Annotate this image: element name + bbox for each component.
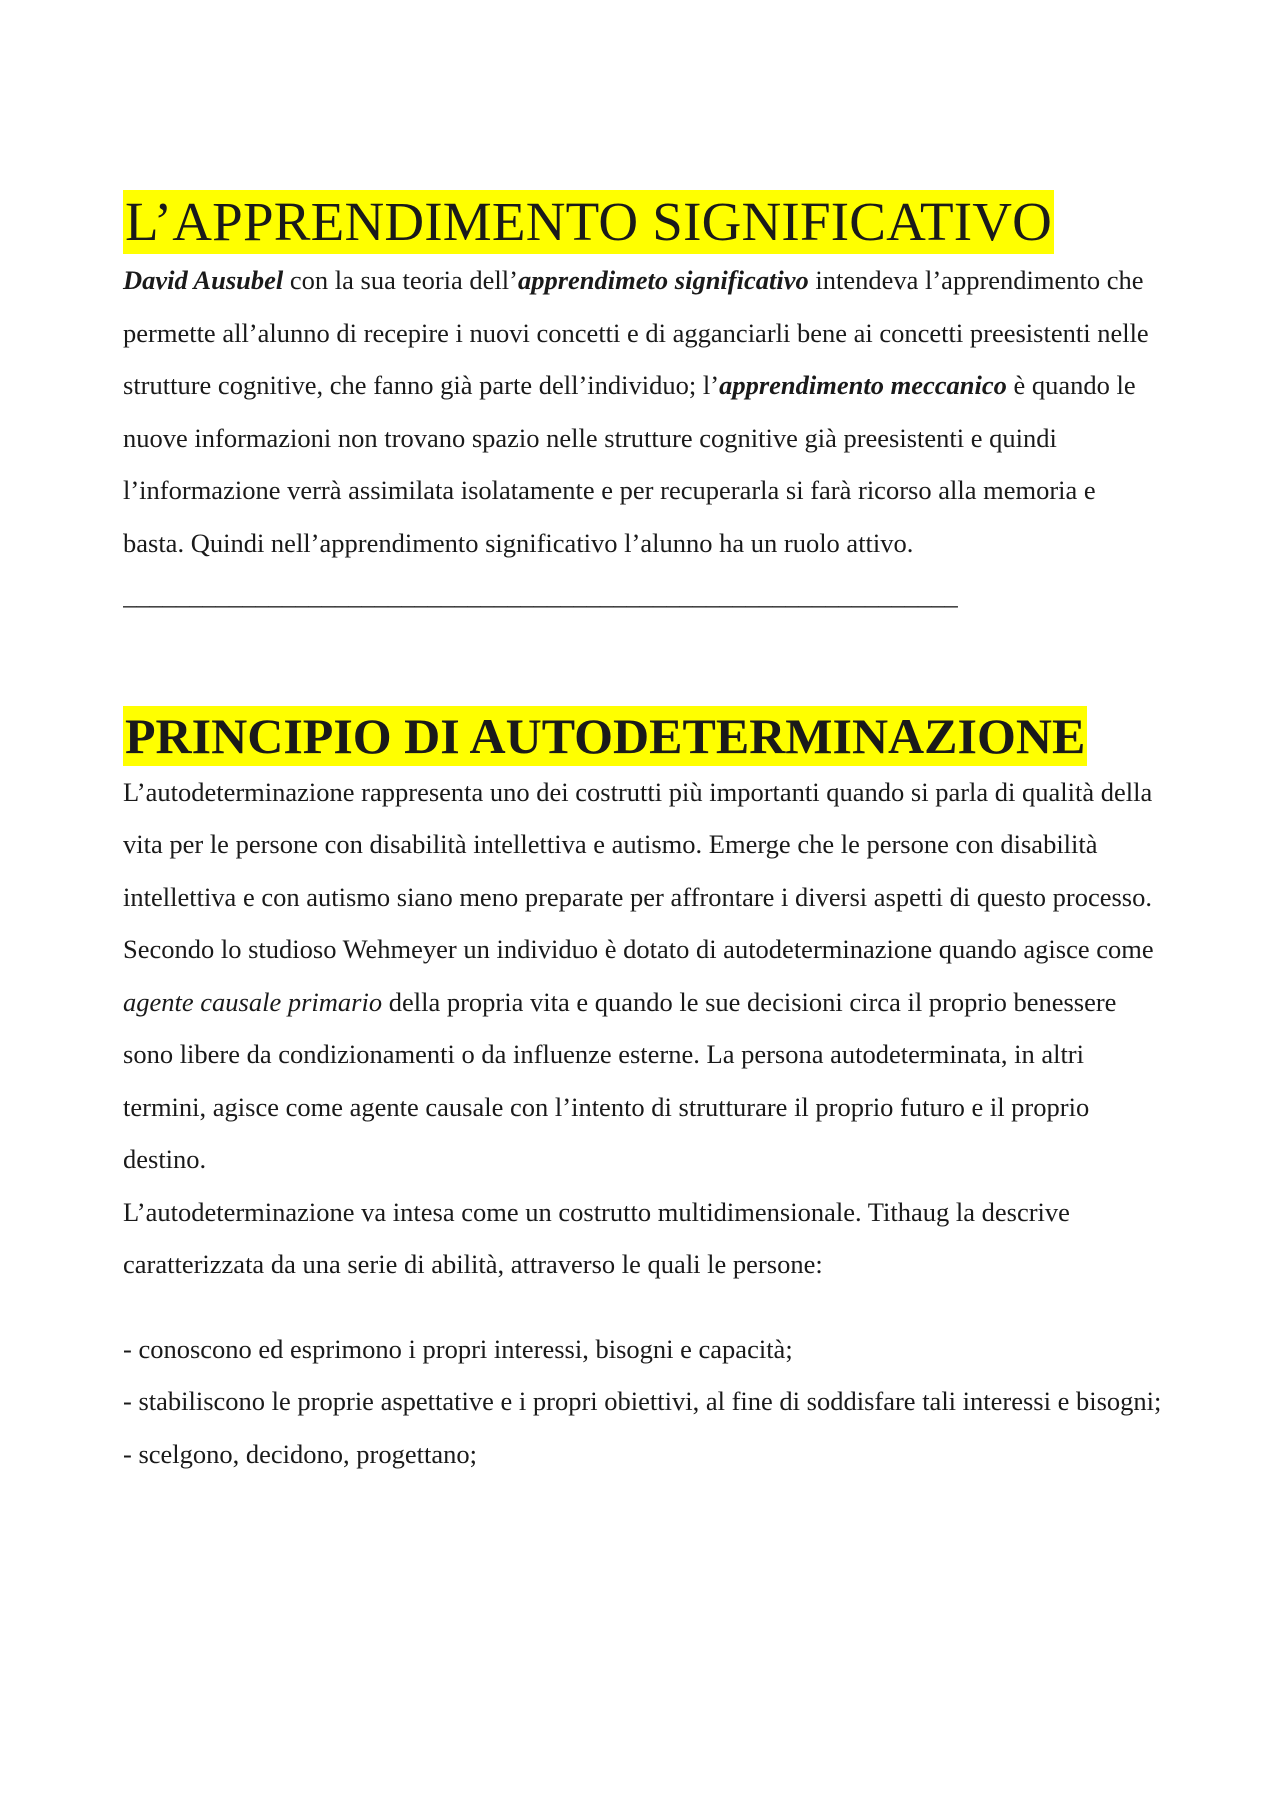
text-run: intendeva l’apprendimento che permette all’alunno di recepire i nuovi concetti e di agganciarli bene ai concetti preesistenti nelle strutture cognitive, che fanno già parte dell’individuo; l’ bbox=[123, 265, 1149, 400]
paragraph-ausubel bbox=[123, 254, 1163, 569]
document-page bbox=[123, 190, 1163, 1480]
section-title-autodeterminazione: PRINCIPIO DI AUTODETERMINAZIONE bbox=[125, 707, 1086, 764]
list-item: - scelgono, decidono, progettano; bbox=[123, 1438, 477, 1469]
section-title-apprendimento: L’APPRENDIMENTO SIGNIFICATIVO bbox=[125, 191, 1053, 252]
paragraph-wehmeyer bbox=[123, 923, 1163, 1186]
text-run: della propria vita e quando le sue decisioni circa il proprio benessere sono libere da condizionamenti o da influenze esterne. La persona autodeterminata, in altri termini, agisce come agente causale con l’intento di strutturare il proprio futuro e il proprio destino. bbox=[123, 986, 1117, 1174]
paragraph-tithaug: L’autodeterminazione va intesa come un costrutto multidimensionale. Tithaug la descrive caratterizzata da una serie di abilità, attraverso le quali le persone: bbox=[123, 1196, 1070, 1279]
paragraph-intro: L’autodeterminazione rappresenta uno dei costrutti più importanti quando si parla di qualità della vita per le persone con disabilità intellettiva e autismo. Emerge che le persone con disabilità intellettiva e con autismo siano meno preparate per affrontare i diversi aspetti di questo processo. bbox=[123, 776, 1153, 912]
text-run: è quando le nuove informazioni non trovano spazio nelle strutture cognitive già preesistenti e quindi l’informazione verrà assimilata isolatamente e per recuperarla si farà ricorso alla memoria e basta. Quindi nell’apprendimento significativo l’alunno ha un ruolo attivo. bbox=[123, 370, 1136, 558]
abilities-list bbox=[123, 1323, 1163, 1481]
term-significativo: apprendimeto significativo bbox=[517, 265, 809, 295]
list-item: - conoscono ed esprimono i propri interessi, bisogni e capacità; bbox=[123, 1333, 793, 1364]
text-run: Secondo lo studioso Wehmeyer un individuo è dotato di autodeterminazione quando agisce come bbox=[123, 934, 1154, 964]
author-name: David Ausubel bbox=[123, 265, 284, 295]
text-run: con la sua teoria dell’ bbox=[283, 265, 518, 295]
list-item: - stabiliscono le proprie aspettative e i propri obiettivi, al fine di soddisfare tali interessi e bisogni; bbox=[123, 1386, 1162, 1416]
term-meccanico: apprendimento meccanico bbox=[719, 370, 1007, 400]
separator-line: _______________________________________________________________ bbox=[123, 580, 958, 610]
term-agente-causale: agente causale primario bbox=[123, 986, 383, 1017]
